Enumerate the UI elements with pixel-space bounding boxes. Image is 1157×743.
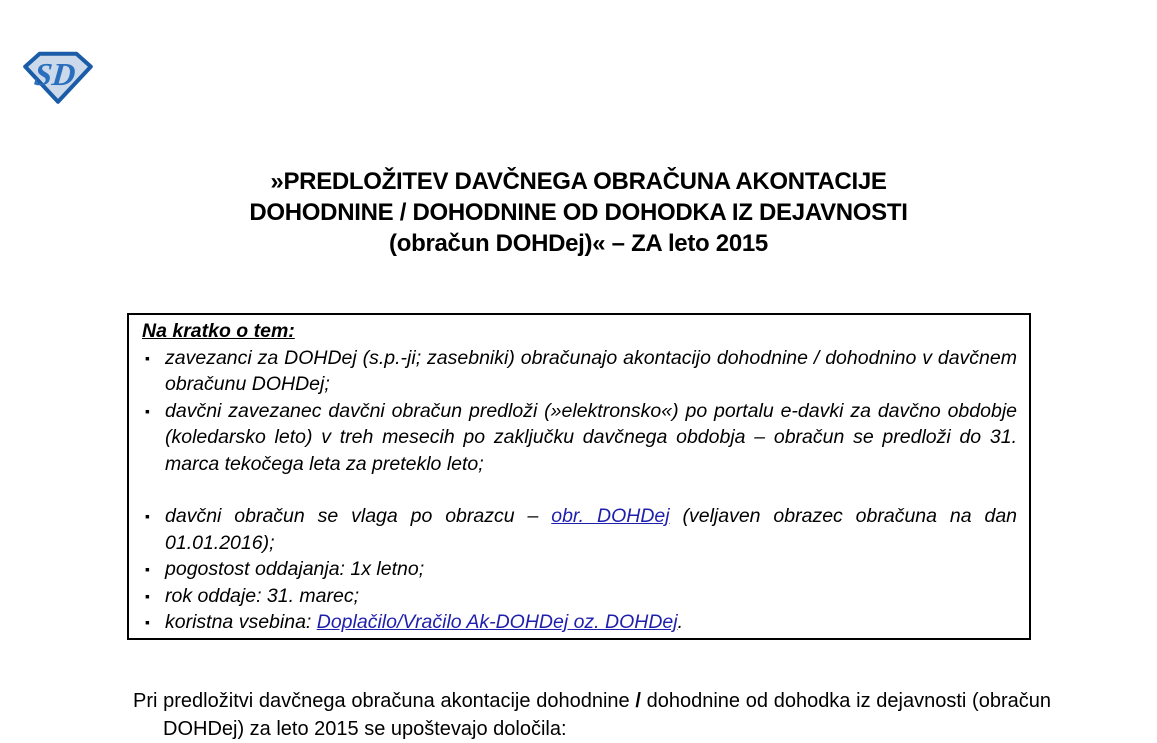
text-segment: . bbox=[677, 611, 684, 633]
title-line-3: (obračun DOHDej)« – ZA leto 2015 bbox=[389, 230, 768, 257]
summary-bullet-item bbox=[142, 609, 1017, 636]
title-line-1: »PREDLOŽITEV DAVČNEGA OBRAČUNA AKONTACIJE bbox=[270, 168, 887, 195]
text-segment: davčni zavezanec davčni obračun predloži (»elektronsko«) po portalu e-davki za davčno obdobje (koledarsko leto) v treh mesecih po zaključku davčnega obdobja – obračun se predloži do 31. marca tekočega leta za preteklo leto; bbox=[165, 399, 1017, 475]
text-segment: pogostost oddajanja: 1x letno; bbox=[165, 558, 425, 580]
summary-bullet-list bbox=[142, 345, 1017, 636]
summary-heading: Na kratko o tem: bbox=[142, 320, 295, 342]
summary-bullet-item bbox=[142, 503, 1017, 556]
document-title bbox=[0, 166, 1157, 259]
title-line-2: DOHODNINE / DOHODNINE OD DOHODKA IZ DEJAVNOSTI bbox=[249, 199, 908, 226]
text-segment: koristna vsebina: bbox=[165, 611, 317, 633]
text-segment: rok oddaje: 31. marec; bbox=[165, 584, 360, 607]
text-segment: (veljaven obrazec obračuna na dan 01.01.2016); bbox=[165, 505, 1018, 554]
text-segment: zavezanci za DOHDej (s.p.-ji; zasebniki) obračunajo akontacijo dohodnine / dohodnino v davčnem obračunu DOHDej; bbox=[165, 346, 1017, 395]
link-obr-dohdej[interactable]: obr. DOHDej bbox=[551, 505, 670, 527]
summary-bullet-item bbox=[142, 398, 1017, 478]
summary-bullet-item bbox=[142, 583, 1017, 610]
text-segment: davčni obračun se vlaga po obrazcu – bbox=[165, 505, 552, 527]
summary-box bbox=[127, 313, 1031, 640]
sd-logo bbox=[18, 48, 98, 106]
sd-shield-icon bbox=[18, 48, 98, 106]
text-segment: dohodnine od dohodka iz dejavnosti (obračun DOHDej) za leto 2015 se upoštevajo določila: bbox=[163, 690, 1051, 740]
summary-bullet-item bbox=[142, 556, 1017, 583]
sd-logo-letters: SD bbox=[32, 56, 78, 92]
link-doplacilo-vracilo[interactable]: Doplačilo/Vračilo Ak-DOHDej oz. DOHDej bbox=[316, 611, 678, 633]
closing-paragraph bbox=[133, 687, 1051, 743]
text-segment: Pri predložitvi davčnega obračuna akontacije dohodnine bbox=[133, 690, 636, 712]
summary-bullet-item bbox=[142, 345, 1017, 398]
text-segment: / bbox=[635, 690, 641, 712]
